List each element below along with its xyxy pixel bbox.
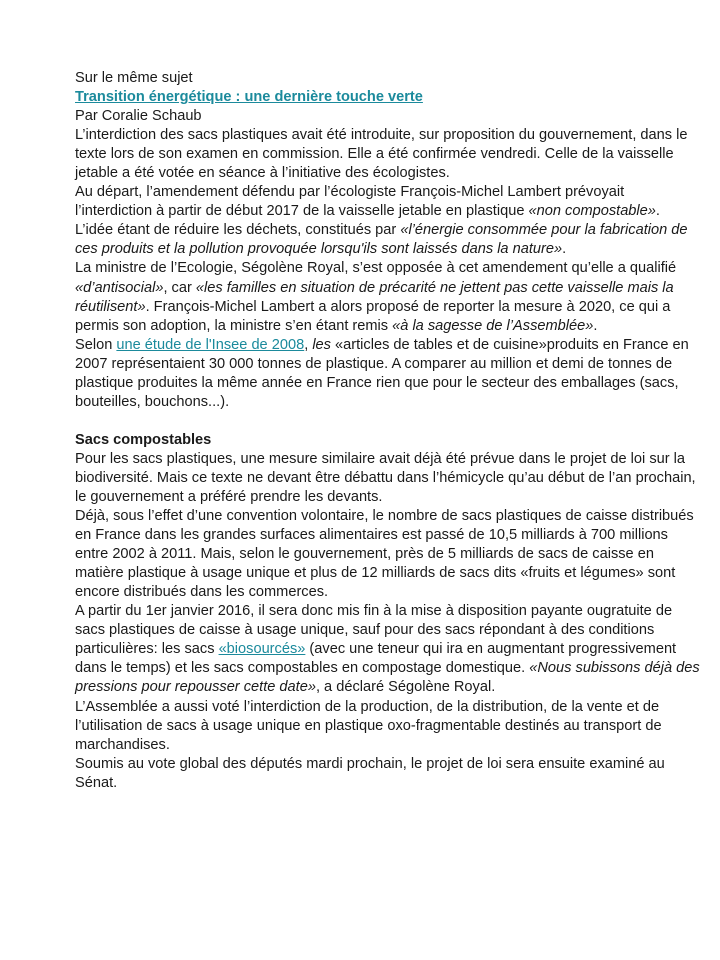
related-article-link[interactable]: Transition énergétique : une dernière touche verte bbox=[75, 89, 423, 106]
section-paragraph-1: Pour les sacs plastiques, une mesure similaire avait déjà été prévue dans le projet de loi sur la biodiversité. Mais ce texte ne devant être débattu dans l’hémicycle qu’au début de l’an prochain, le gouvernement a préféré prendre les devants. bbox=[75, 450, 696, 505]
quote-familles: «les familles en situation de précarité ne jettent pas cette vaisselle mais la réutilisent» bbox=[75, 279, 674, 315]
related-headline bbox=[75, 88, 700, 107]
paragraph-2: Au départ, l’amendement défendu par l’écologiste François-Michel Lambert prévoyait l’interdiction à partir de début 2017 de la vaisselle jetable en plastique «non compostable». L’idée étant de réduire les déchets, constitués par «l’énergie consommée pour la fabrication de ces produits et la pollution provoquée lorsqu'ils sont laissés dans la nature». bbox=[75, 184, 688, 258]
section-paragraph-5: Soumis au vote global des députés mardi prochain, le projet de loi sera ensuite examiné au Sénat. bbox=[75, 755, 665, 791]
insee-study-link[interactable]: une étude de l'Insee de 2008 bbox=[116, 336, 305, 353]
paragraph-4: Selon une étude de l'Insee de 2008, les «articles de tables et de cuisine»produits en France en 2007 représentaient 30 000 tonnes de plastique. A comparer au million et demi de tonnes de plastique produites la même année en France rien que pour le secteur des emballages (sacs, bouteilles, bouchons...). bbox=[75, 336, 689, 410]
section-title: Sacs compostables bbox=[75, 431, 212, 448]
quote-pressions: «Nous subissons déjà des pressions pour repousser cette date» bbox=[75, 660, 700, 696]
section-paragraph-3: A partir du 1er janvier 2016, il sera donc mis fin à la mise à disposition payante ougratuite de sacs plastiques de caisse à usage unique, sauf pour des sacs répondant à des conditions particulières: les sacs «biosourcés» (avec une teneur qui ira en augmentant progressivement dans le temps) et les sacs compostables en compostage domestique. «Nous subissons déjà des pressions pour repousser cette date», a déclaré Ségolène Royal. bbox=[75, 603, 700, 696]
section-paragraph-2: Déjà, sous l’effet d’une convention volontaire, le nombre de sacs plastiques de caisse distribués en France dans les grandes surfaces alimentaires est passé de 10,5 milliards à 700 millions entre 2002 à 2011. Mais, selon le gouvernement, près de 5 milliards de sacs de caisse en matière plastique à usage unique et plus de 12 milliards de sacs dits «fruits et légumes» sont encore distribués dans les commerces. bbox=[75, 508, 694, 601]
paragraph-1: L’interdiction des sacs plastiques avait été introduite, sur proposition du gouvernement, dans le texte lors de son examen en commission. Elle a été confirmée vendredi. Celle de la vaisselle jetable a été votée en séance à l’initiative des écologistes. bbox=[75, 127, 688, 182]
quote-energie: «l’énergie consommée pour la fabrication de ces produits et la pollution provoquée lorsqu'ils sont laissés dans la nature» bbox=[75, 222, 688, 258]
quote-non-compostable: «non compostable» bbox=[528, 203, 656, 220]
related-label: Sur le même sujet bbox=[75, 70, 193, 86]
section-paragraph-4: L’Assemblée a aussi voté l’interdiction de la production, de la distribution, de la vente et de l’utilisation de sacs à usage unique en plastique oxo-fragmentable destinés au transport de marchandises. bbox=[75, 698, 662, 753]
paragraph-3: La ministre de l’Ecologie, Ségolène Royal, s’est opposée à cet amendement qu’elle a qualifié «d’antisocial», car «les familles en situation de précarité ne jettent pas cette vaisselle mais la réutilisent». François-Michel Lambert a alors proposé de reporter la mesure à 2020, ce qui a permis son adoption, la ministre s’en étant remis «à la sagesse de l’Assemblée». bbox=[75, 260, 677, 334]
quote-antisocial: «d’antisocial» bbox=[75, 279, 164, 296]
author-byline: Par Coralie Schaub bbox=[75, 108, 202, 125]
quote-sagesse: «à la sagesse de l’Assemblée» bbox=[392, 317, 594, 334]
section-spacer bbox=[75, 412, 700, 431]
biosources-link[interactable]: «biosourcés» bbox=[218, 641, 306, 658]
